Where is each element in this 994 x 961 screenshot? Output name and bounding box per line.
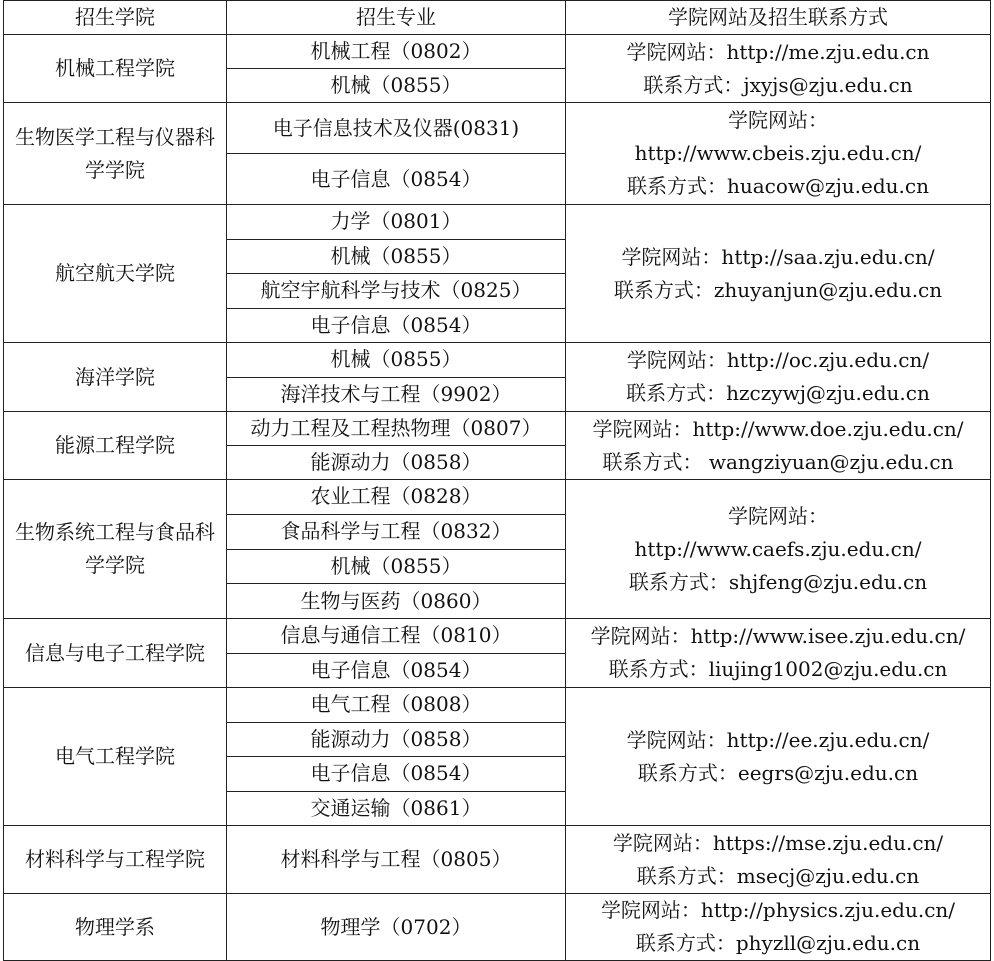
college-name: 信息与电子工程学院 xyxy=(4,619,227,688)
major-name: 电子信息技术及仪器(0831) xyxy=(227,103,566,154)
college-website: 学院网站：http://ee.zju.edu.cn/ xyxy=(626,727,930,752)
major-name: 电子信息（0854） xyxy=(227,653,566,688)
table-row xyxy=(4,412,991,446)
college-website: 学院网站：http://www.isee.zju.edu.cn/ xyxy=(590,624,966,648)
major-name: 机械（0855） xyxy=(227,343,566,378)
contact-email: 联系方式：msecj@zju.edu.cn xyxy=(636,863,920,888)
major-name: 机械工程（0802） xyxy=(227,35,566,69)
major-name: 物理学（0702） xyxy=(227,894,566,961)
contact-email: 联系方式：zhuyanjun@zju.edu.cn xyxy=(613,277,943,302)
major-name: 农业工程（0828） xyxy=(227,480,566,515)
table-row xyxy=(4,480,991,515)
college-name: 机械工程学院 xyxy=(4,35,227,103)
major-name: 交通运输（0861） xyxy=(227,791,566,826)
college-name: 生物医学工程与仪器科学学院 xyxy=(4,103,227,205)
contact-email: 联系方式：eegrs@zju.edu.cn xyxy=(637,760,919,785)
contact-info xyxy=(566,412,991,480)
major-name: 机械（0855） xyxy=(227,69,566,103)
contact-info xyxy=(566,894,991,961)
table-row xyxy=(4,826,991,894)
table-row xyxy=(4,619,991,654)
major-name: 信息与通信工程（0810） xyxy=(227,619,566,654)
contact-info xyxy=(566,35,991,103)
contact-info xyxy=(566,343,991,412)
contact-email: 联系方式：phyzll@zju.edu.cn xyxy=(635,931,921,955)
header-college: 招生学院 xyxy=(4,1,227,35)
major-name: 材料科学与工程（0805） xyxy=(227,826,566,894)
major-name: 电子信息（0854） xyxy=(227,757,566,792)
contact-email: 联系方式： wangziyuan@zju.edu.cn xyxy=(602,449,954,474)
table-row xyxy=(4,343,991,378)
contact-info xyxy=(566,103,991,205)
college-website: http://www.cbeis.zju.edu.cn/ xyxy=(634,141,922,165)
college-name: 航空航天学院 xyxy=(4,205,227,343)
major-name: 能源动力（0858） xyxy=(227,446,566,480)
major-name: 食品科学与工程（0832） xyxy=(227,514,566,549)
college-name: 电气工程学院 xyxy=(4,688,227,826)
contact-info xyxy=(566,205,991,343)
college-name: 生物系统工程与食品科学学院 xyxy=(4,480,227,619)
major-name: 机械（0855） xyxy=(227,239,566,274)
college-name: 物理学系 xyxy=(4,894,227,961)
admissions-table xyxy=(3,0,991,961)
contact-info xyxy=(566,480,991,619)
major-name: 能源动力（0858） xyxy=(227,722,566,757)
contact-email: 联系方式：jxyjs@zju.edu.cn xyxy=(643,72,913,97)
college-name: 材料科学与工程学院 xyxy=(4,826,227,894)
college-website: 学院网站： xyxy=(728,108,828,132)
college-website: 学院网站：https://mse.zju.edu.cn/ xyxy=(612,830,944,855)
major-name: 机械（0855） xyxy=(227,549,566,584)
table-row xyxy=(4,103,991,154)
contact-info xyxy=(566,619,991,688)
college-website: 学院网站：http://saa.zju.edu.cn/ xyxy=(621,244,935,269)
college-website: 学院网站：http://me.zju.edu.cn xyxy=(626,39,930,64)
contact-email: 联系方式：liujing1002@zju.edu.cn xyxy=(608,657,948,681)
table-row xyxy=(4,894,991,961)
contact-info xyxy=(566,826,991,894)
header-major: 招生专业 xyxy=(227,1,566,35)
table-row xyxy=(4,35,991,69)
contact-email: 联系方式：huacow@zju.edu.cn xyxy=(627,174,929,198)
major-name: 电子信息（0854） xyxy=(227,308,566,343)
college-website: 学院网站：http://oc.zju.edu.cn/ xyxy=(626,348,930,372)
college-name: 能源工程学院 xyxy=(4,412,227,480)
table-row xyxy=(4,688,991,723)
major-name: 航空宇航科学与技术（0825） xyxy=(227,274,566,309)
major-name: 生物与医药（0860） xyxy=(227,584,566,619)
contact-email: 联系方式：shjfeng@zju.edu.cn xyxy=(628,569,928,594)
contact-email: 联系方式：hzczywj@zju.edu.cn xyxy=(626,381,930,405)
college-website: 学院网站：http://www.doe.zju.edu.cn/ xyxy=(592,416,964,441)
major-name: 海洋技术与工程（9902） xyxy=(227,377,566,412)
major-name: 电气工程（0808） xyxy=(227,688,566,723)
table-body xyxy=(4,35,991,961)
major-name: 力学（0801） xyxy=(227,205,566,240)
major-name: 动力工程及工程热物理（0807） xyxy=(227,412,566,446)
header-contact: 学院网站及招生联系方式 xyxy=(566,1,991,35)
college-name: 海洋学院 xyxy=(4,343,227,412)
table-row xyxy=(4,205,991,240)
college-website: 学院网站： xyxy=(728,503,828,528)
college-website: 学院网站：http://physics.zju.edu.cn/ xyxy=(600,898,956,922)
header-row xyxy=(4,1,991,35)
major-name: 电子信息（0854） xyxy=(227,154,566,205)
college-website: http://www.caefs.zju.edu.cn/ xyxy=(634,536,922,561)
contact-info xyxy=(566,688,991,826)
